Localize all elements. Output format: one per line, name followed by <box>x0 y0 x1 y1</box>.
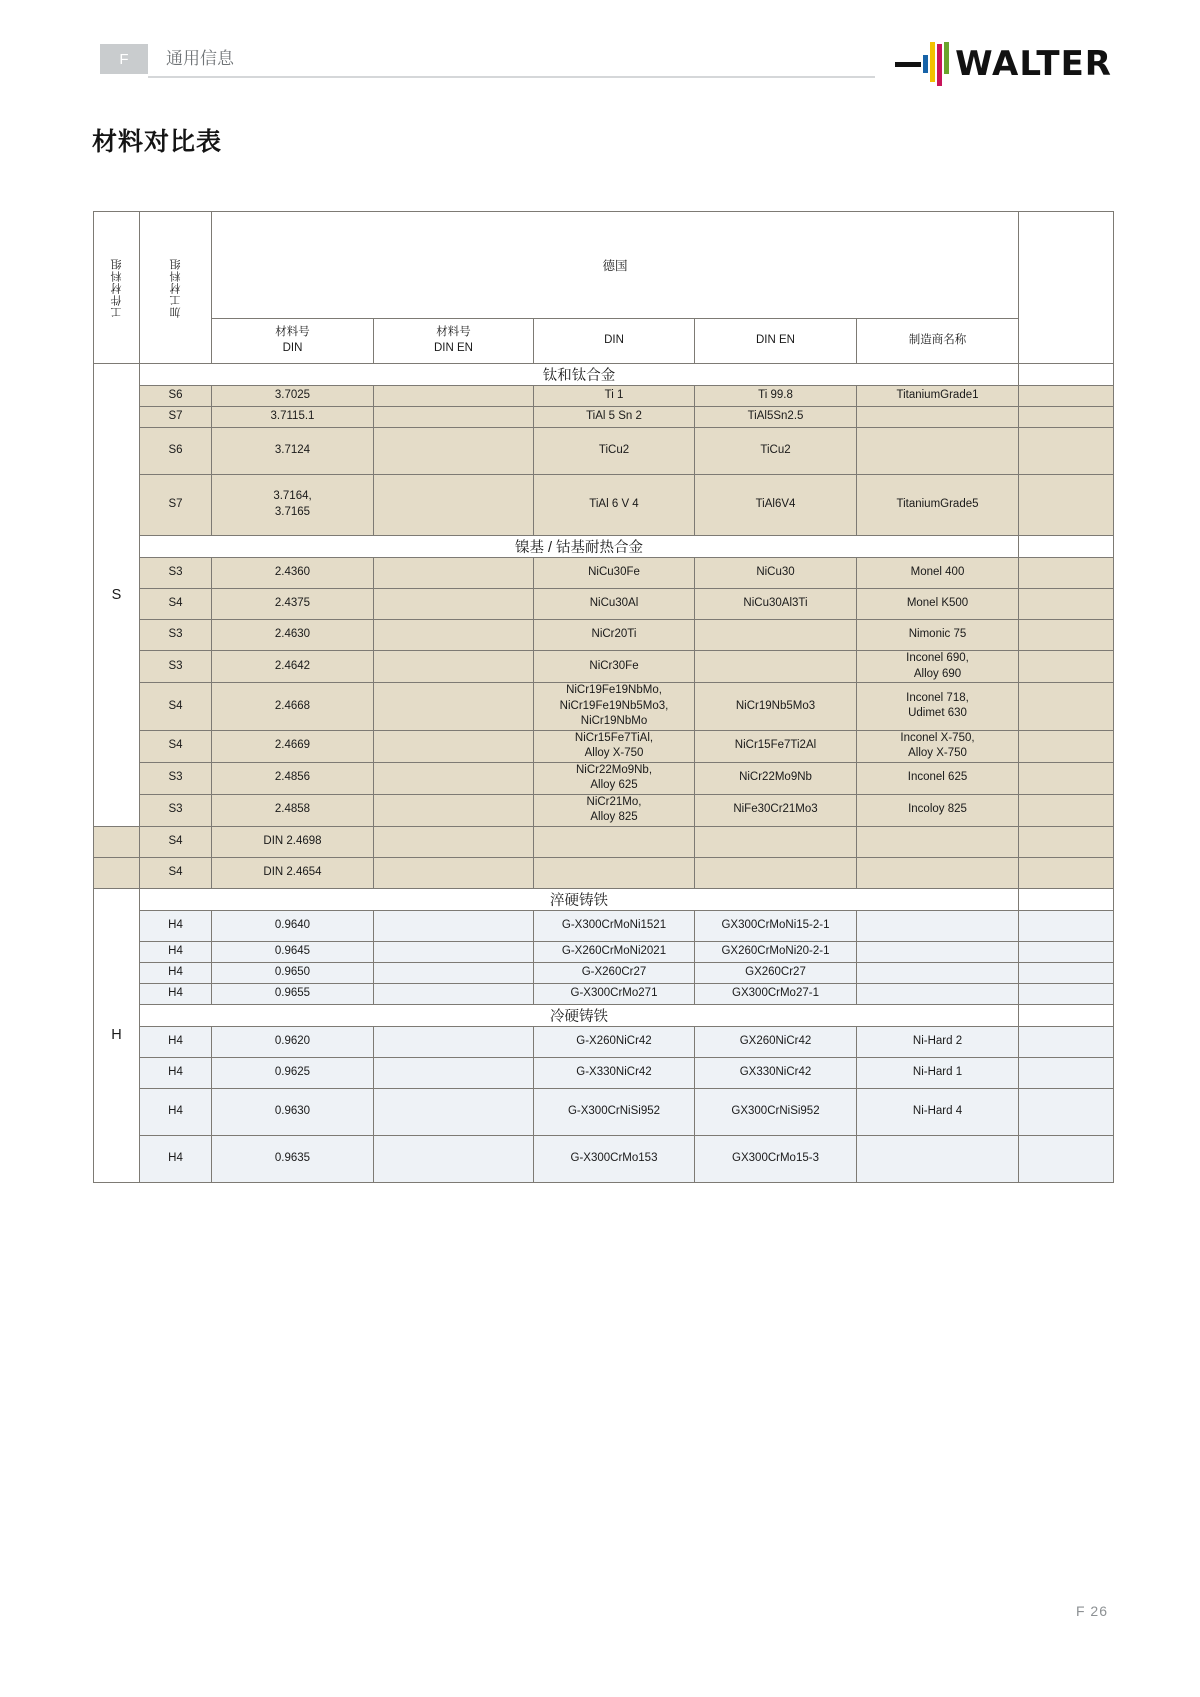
cell-dinen-number <box>374 794 534 826</box>
logo-wordmark: WALTER <box>955 44 1112 84</box>
table-row <box>94 683 1114 731</box>
cell-manufacturer: Ni-Hard 1 <box>857 1057 1019 1088</box>
cell-dinen-number <box>374 558 534 589</box>
cell-dinen: NiFe30Cr21Mo3 <box>695 794 857 826</box>
cell-machining-group: H4 <box>140 1026 212 1057</box>
cell-manufacturer: TitaniumGrade1 <box>857 386 1019 407</box>
col-header-country-germany: 德国 <box>212 212 1019 319</box>
cell-din: Ti 1 <box>534 386 695 407</box>
cell-din-number: 2.4858 <box>212 794 374 826</box>
cell-din-number: 0.9655 <box>212 983 374 1004</box>
cell-din: NiCu30Fe <box>534 558 695 589</box>
table-tail-cell <box>1019 888 1114 910</box>
table-row <box>94 1088 1114 1135</box>
cell-manufacturer <box>857 826 1019 857</box>
cell-din: TiCu2 <box>534 428 695 475</box>
cell-din-number: 0.9630 <box>212 1088 374 1135</box>
section-title-label: 淬硬铸铁 <box>140 888 1019 910</box>
cell-dinen: GX300CrMo15-3 <box>695 1135 857 1182</box>
cell-manufacturer <box>857 910 1019 941</box>
col-header-line2: DIN EN <box>756 334 795 347</box>
cell-machining-group: S3 <box>140 651 212 683</box>
cell-machining-group: S4 <box>140 730 212 762</box>
cell-dinen: Ti 99.8 <box>695 386 857 407</box>
cell-machining-group: S3 <box>140 558 212 589</box>
table-tail-cell <box>1019 212 1114 364</box>
table-tail-cell <box>1019 620 1114 651</box>
cell-machining-group: H4 <box>140 941 212 962</box>
cell-din-number: 2.4630 <box>212 620 374 651</box>
col-header-line2: DIN <box>282 342 303 354</box>
cell-manufacturer: Incoloy 825 <box>857 794 1019 826</box>
cell-din <box>534 857 695 888</box>
cell-dinen: NiCr22Mo9Nb <box>695 762 857 794</box>
cell-dinen: TiAl5Sn2.5 <box>695 407 857 428</box>
table-row <box>94 651 1114 683</box>
cell-machining-group: H4 <box>140 962 212 983</box>
cell-machining-group: H4 <box>140 983 212 1004</box>
table-row <box>94 1026 1114 1057</box>
logo-dash-icon <box>895 62 921 67</box>
table-row <box>94 589 1114 620</box>
col-header-machining-group: 加工材料组 <box>140 212 212 364</box>
cell-din: G-X300CrNiSi952 <box>534 1088 695 1135</box>
cell-machining-group: S4 <box>140 589 212 620</box>
cell-dinen-number <box>374 962 534 983</box>
cell-manufacturer: Ni-Hard 2 <box>857 1026 1019 1057</box>
table-tail-cell <box>1019 1004 1114 1026</box>
col-header-line1: 材料号 <box>436 326 471 339</box>
cell-dinen-number <box>374 589 534 620</box>
table-tail-cell <box>1019 730 1114 762</box>
cell-din-number: 2.4642 <box>212 651 374 683</box>
cell-din-number: 0.9650 <box>212 962 374 983</box>
cell-manufacturer <box>857 407 1019 428</box>
header-section-label <box>100 44 234 74</box>
walter-logo <box>895 42 1112 86</box>
table-tail-cell <box>1019 386 1114 407</box>
cell-dinen-number <box>374 826 534 857</box>
cell-machining-group: S4 <box>140 826 212 857</box>
cell-dinen: GX260CrMoNi20-2-1 <box>695 941 857 962</box>
col-header-line2: DIN <box>604 334 624 347</box>
cell-dinen-number <box>374 683 534 731</box>
cell-din-number: 2.4668 <box>212 683 374 731</box>
cell-manufacturer: Ni-Hard 4 <box>857 1088 1019 1135</box>
cell-dinen-number <box>374 730 534 762</box>
cell-machining-group: H4 <box>140 910 212 941</box>
cell-dinen: NiCr15Fe7Ti2Al <box>695 730 857 762</box>
table-tail-cell <box>1019 826 1114 857</box>
group-letter-h: H <box>94 888 140 1182</box>
table-header-row-country <box>94 212 1114 319</box>
cell-dinen: NiCu30 <box>695 558 857 589</box>
cell-manufacturer <box>857 962 1019 983</box>
table-tail-cell <box>1019 762 1114 794</box>
table-tail-cell <box>1019 1135 1114 1182</box>
cell-din: G-X260CrMoNi2021 <box>534 941 695 962</box>
col-header-line2: 制造商名称 <box>908 334 967 347</box>
cell-machining-group: S7 <box>140 475 212 536</box>
table-tail-cell <box>1019 536 1114 558</box>
cell-manufacturer: Monel K500 <box>857 589 1019 620</box>
cell-dinen-number <box>374 386 534 407</box>
table-tail-cell <box>1019 428 1114 475</box>
cell-manufacturer <box>857 941 1019 962</box>
cell-manufacturer: Inconel 718, Udimet 630 <box>857 683 1019 731</box>
table-row <box>94 910 1114 941</box>
logo-bars-icon <box>923 42 951 86</box>
table-section-header-row <box>94 1004 1114 1026</box>
cell-din-number: 3.7115.1 <box>212 407 374 428</box>
cell-din-number: 2.4669 <box>212 730 374 762</box>
cell-dinen <box>695 620 857 651</box>
cell-din-number: 0.9645 <box>212 941 374 962</box>
cell-dinen-number <box>374 620 534 651</box>
col-header-2 <box>374 319 534 364</box>
cell-din-number: 0.9625 <box>212 1057 374 1088</box>
cell-dinen-number <box>374 1026 534 1057</box>
cell-dinen: GX300CrMo27-1 <box>695 983 857 1004</box>
col-header-workpiece-group: 工件材料组 <box>94 212 140 364</box>
cell-din: NiCr21Mo, Alloy 825 <box>534 794 695 826</box>
cell-dinen-number <box>374 910 534 941</box>
cell-dinen: GX260Cr27 <box>695 962 857 983</box>
cell-din-number: 3.7124 <box>212 428 374 475</box>
table-row <box>94 857 1114 888</box>
table-header-row-standards <box>94 319 1114 364</box>
section-name-label: 通用信息 <box>166 49 234 68</box>
cell-dinen-number <box>374 407 534 428</box>
table-row <box>94 428 1114 475</box>
cell-dinen: GX260NiCr42 <box>695 1026 857 1057</box>
header-divider-rule <box>148 76 875 78</box>
cell-din-number: DIN 2.4698 <box>212 826 374 857</box>
cell-group-spacer <box>94 826 140 857</box>
table-row <box>94 1135 1114 1182</box>
cell-din: NiCr22Mo9Nb, Alloy 625 <box>534 762 695 794</box>
cell-manufacturer: Inconel X-750, Alloy X-750 <box>857 730 1019 762</box>
section-title-label: 冷硬铸铁 <box>140 1004 1019 1026</box>
table-section-header-row <box>94 888 1114 910</box>
cell-din: NiCr20Ti <box>534 620 695 651</box>
page-title: 材料对比表 <box>92 128 223 156</box>
table-section-header-row <box>94 536 1114 558</box>
cell-din-number: 3.7164, 3.7165 <box>212 475 374 536</box>
table-row <box>94 983 1114 1004</box>
cell-din: G-X300CrMo153 <box>534 1135 695 1182</box>
section-title-label: 镍基 / 钴基耐热合金 <box>140 536 1019 558</box>
cell-manufacturer <box>857 428 1019 475</box>
cell-dinen-number <box>374 1057 534 1088</box>
table-tail-cell <box>1019 589 1114 620</box>
cell-din: G-X330NiCr42 <box>534 1057 695 1088</box>
cell-din: G-X300CrMoNi1521 <box>534 910 695 941</box>
material-comparison-table-wrap <box>93 211 1113 1183</box>
table-row <box>94 794 1114 826</box>
cell-dinen-number <box>374 475 534 536</box>
cell-din: TiAl 6 V 4 <box>534 475 695 536</box>
logo-bar-green <box>944 42 949 74</box>
logo-bar-red <box>937 44 942 86</box>
cell-din-number: 0.9635 <box>212 1135 374 1182</box>
table-row <box>94 962 1114 983</box>
cell-manufacturer <box>857 857 1019 888</box>
table-row <box>94 1057 1114 1088</box>
cell-dinen: NiCu30Al3Ti <box>695 589 857 620</box>
cell-din <box>534 826 695 857</box>
cell-machining-group: S7 <box>140 407 212 428</box>
cell-machining-group: S6 <box>140 386 212 407</box>
table-tail-cell <box>1019 962 1114 983</box>
cell-dinen: NiCr19Nb5Mo3 <box>695 683 857 731</box>
cell-dinen-number <box>374 762 534 794</box>
table-tail-cell <box>1019 941 1114 962</box>
table-tail-cell <box>1019 683 1114 731</box>
cell-machining-group: S6 <box>140 428 212 475</box>
cell-machining-group: S4 <box>140 683 212 731</box>
cell-din: NiCu30Al <box>534 589 695 620</box>
cell-manufacturer: Inconel 690, Alloy 690 <box>857 651 1019 683</box>
cell-dinen-number <box>374 428 534 475</box>
cell-din: NiCr15Fe7TiAl, Alloy X-750 <box>534 730 695 762</box>
table-tail-cell <box>1019 407 1114 428</box>
table-tail-cell <box>1019 651 1114 683</box>
table-tail-cell <box>1019 794 1114 826</box>
cell-dinen <box>695 826 857 857</box>
cell-din: G-X260NiCr42 <box>534 1026 695 1057</box>
cell-dinen: GX300CrNiSi952 <box>695 1088 857 1135</box>
cell-dinen: GX330NiCr42 <box>695 1057 857 1088</box>
cell-din: G-X300CrMo271 <box>534 983 695 1004</box>
col-header-line1: 材料号 <box>275 326 310 339</box>
cell-dinen <box>695 651 857 683</box>
cell-dinen-number <box>374 857 534 888</box>
cell-din-number: 0.9640 <box>212 910 374 941</box>
material-comparison-table <box>93 211 1114 1183</box>
table-row <box>94 826 1114 857</box>
section-title-label: 钛和钛合金 <box>140 364 1019 386</box>
cell-dinen: GX300CrMoNi15-2-1 <box>695 910 857 941</box>
col-header-5 <box>857 319 1019 364</box>
table-row <box>94 730 1114 762</box>
table-row <box>94 941 1114 962</box>
cell-dinen: TiCu2 <box>695 428 857 475</box>
cell-din-number: 2.4360 <box>212 558 374 589</box>
table-row <box>94 558 1114 589</box>
cell-dinen-number <box>374 941 534 962</box>
section-letter-badge: F <box>100 44 148 74</box>
cell-manufacturer: Monel 400 <box>857 558 1019 589</box>
cell-manufacturer: Nimonic 75 <box>857 620 1019 651</box>
table-tail-cell <box>1019 475 1114 536</box>
cell-dinen-number <box>374 1135 534 1182</box>
cell-machining-group: S3 <box>140 794 212 826</box>
cell-dinen: TiAl6V4 <box>695 475 857 536</box>
table-row <box>94 762 1114 794</box>
cell-machining-group: H4 <box>140 1135 212 1182</box>
table-tail-cell <box>1019 1026 1114 1057</box>
page-number: F 26 <box>1075 1603 1108 1619</box>
cell-dinen <box>695 857 857 888</box>
cell-machining-group: S4 <box>140 857 212 888</box>
table-tail-cell <box>1019 857 1114 888</box>
group-letter-s: S <box>94 364 140 827</box>
table-section-header-row <box>94 364 1114 386</box>
table-row <box>94 475 1114 536</box>
cell-machining-group: H4 <box>140 1088 212 1135</box>
col-header-1 <box>212 319 374 364</box>
cell-din-number: 3.7025 <box>212 386 374 407</box>
col-header-line2: DIN EN <box>434 342 473 354</box>
cell-manufacturer: TitaniumGrade5 <box>857 475 1019 536</box>
table-row <box>94 386 1114 407</box>
table-tail-cell <box>1019 983 1114 1004</box>
cell-dinen-number <box>374 651 534 683</box>
logo-bar-blue <box>923 55 928 73</box>
cell-din: NiCr30Fe <box>534 651 695 683</box>
cell-manufacturer <box>857 983 1019 1004</box>
cell-machining-group: S3 <box>140 762 212 794</box>
cell-machining-group: H4 <box>140 1057 212 1088</box>
cell-dinen-number <box>374 1088 534 1135</box>
col-header-4 <box>695 319 857 364</box>
table-row <box>94 620 1114 651</box>
table-tail-cell <box>1019 558 1114 589</box>
cell-dinen-number <box>374 983 534 1004</box>
table-tail-cell <box>1019 364 1114 386</box>
cell-machining-group: S3 <box>140 620 212 651</box>
table-row <box>94 407 1114 428</box>
cell-din-number: DIN 2.4654 <box>212 857 374 888</box>
table-tail-cell <box>1019 910 1114 941</box>
cell-din: G-X260Cr27 <box>534 962 695 983</box>
logo-bar-yellow <box>930 42 935 82</box>
cell-din: NiCr19Fe19NbMo, NiCr19Fe19Nb5Mo3, NiCr19NbMo <box>534 683 695 731</box>
cell-group-spacer <box>94 857 140 888</box>
cell-din-number: 2.4856 <box>212 762 374 794</box>
cell-din: TiAl 5 Sn 2 <box>534 407 695 428</box>
cell-manufacturer <box>857 1135 1019 1182</box>
col-header-3 <box>534 319 695 364</box>
table-tail-cell <box>1019 1088 1114 1135</box>
cell-din-number: 0.9620 <box>212 1026 374 1057</box>
table-tail-cell <box>1019 1057 1114 1088</box>
cell-manufacturer: Inconel 625 <box>857 762 1019 794</box>
cell-din-number: 2.4375 <box>212 589 374 620</box>
